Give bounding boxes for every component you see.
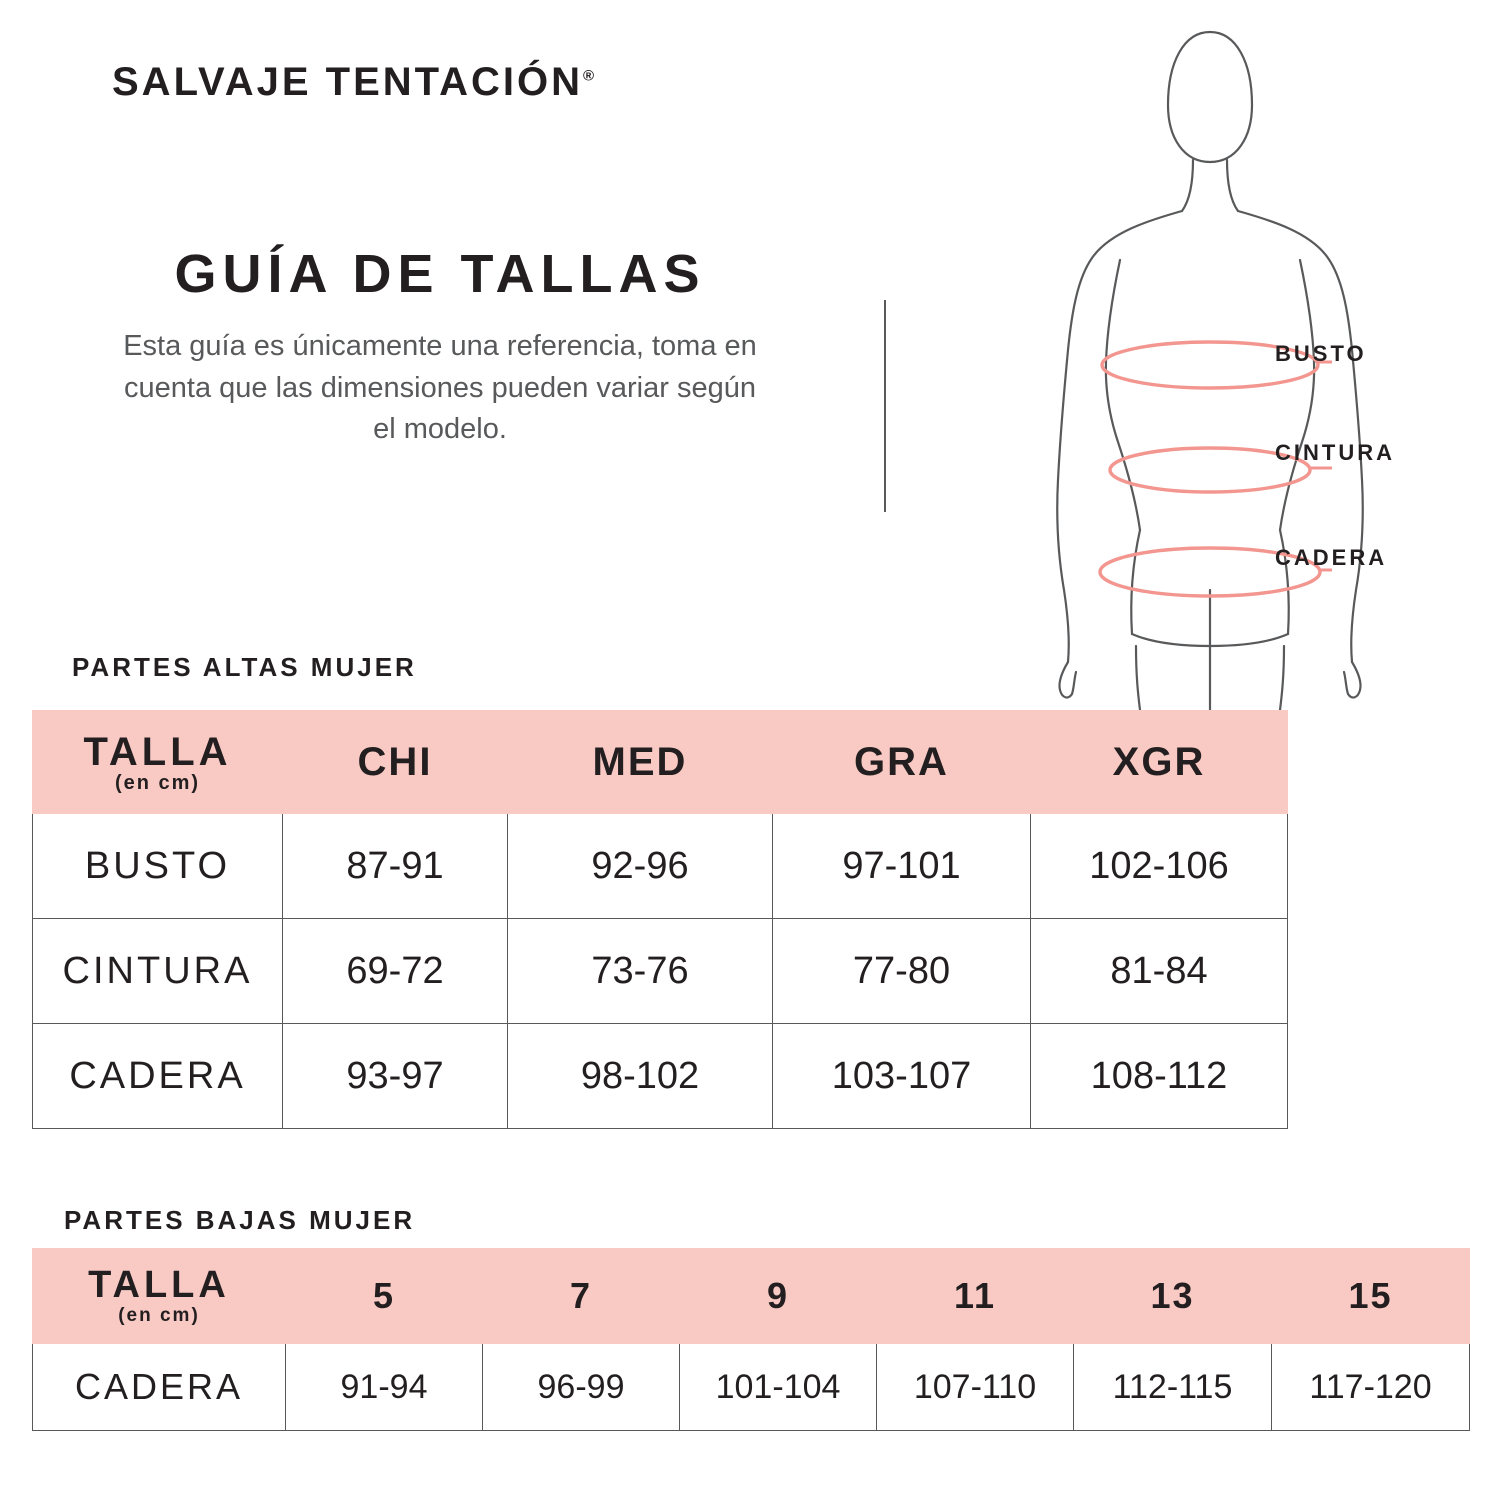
table-row [33, 1344, 1470, 1431]
header-cell-size: 7 [483, 1249, 680, 1344]
intro-block [60, 245, 820, 450]
header-cell-size: MED [508, 711, 773, 814]
table-row [33, 1024, 1288, 1129]
table-partes-altas-mujer [32, 710, 1288, 1129]
table-cell: 87-91 [283, 814, 508, 919]
header-cell-talla [33, 711, 283, 814]
header-talla-units: (en cm) [118, 1304, 200, 1326]
header-cell-size: 13 [1074, 1249, 1272, 1344]
figure-label-cintura: CINTURA [1275, 440, 1395, 465]
brand-name: SALVAJE TENTACIÓN [112, 60, 584, 104]
header-cell-size: 5 [286, 1249, 483, 1344]
figure-label-cadera: CADERA [1275, 545, 1388, 570]
figure-label-busto: BUSTO [1275, 341, 1367, 366]
table-cell: 103-107 [773, 1024, 1031, 1129]
table-partes-bajas-mujer [32, 1248, 1470, 1431]
section-caption-partes-altas: PARTES ALTAS MUJER [72, 652, 417, 682]
header-cell-size: 15 [1272, 1249, 1470, 1344]
header-cell-talla [33, 1249, 286, 1344]
table-row [33, 919, 1288, 1024]
table-cell: 97-101 [773, 814, 1031, 919]
table-cell: 108-112 [1031, 1024, 1288, 1129]
header-cell-size: CHI [283, 711, 508, 814]
brand-wordmark [112, 60, 594, 105]
table-cell: 93-97 [283, 1024, 508, 1129]
row-label: CADERA [33, 1344, 286, 1431]
table-cell: 107-110 [877, 1344, 1074, 1431]
table-cell: 98-102 [508, 1024, 773, 1129]
row-label: BUSTO [33, 814, 283, 919]
header-cell-size: 11 [877, 1249, 1074, 1344]
header-cell-size: 9 [680, 1249, 877, 1344]
table-cell: 117-120 [1272, 1344, 1470, 1431]
section-caption-partes-bajas: PARTES BAJAS MUJER [64, 1205, 416, 1235]
table-cell: 112-115 [1074, 1344, 1272, 1431]
female-body-outline-icon [960, 10, 1460, 710]
header-talla-label: TALLA [88, 1264, 230, 1307]
vertical-divider [884, 300, 886, 512]
header-cell-size: GRA [773, 711, 1031, 814]
header-talla-units: (en cm) [114, 771, 201, 794]
row-label: CINTURA [33, 919, 283, 1024]
table-cell: 77-80 [773, 919, 1031, 1024]
page-title: GUÍA DE TALLAS [174, 244, 706, 304]
header-talla-label: TALLA [83, 729, 232, 774]
body-figure [960, 10, 1460, 710]
table-header-row [33, 711, 1288, 814]
table-header-row [33, 1249, 1470, 1344]
intro-description: Esta guía es únicamente una referencia, toma en cuenta que las dimensiones pueden variar según el modelo. [123, 330, 757, 445]
table-cell: 92-96 [508, 814, 773, 919]
table-cell: 101-104 [680, 1344, 877, 1431]
table-row [33, 814, 1288, 919]
table-cell: 96-99 [483, 1344, 680, 1431]
table-cell: 91-94 [286, 1344, 483, 1431]
registered-mark: ® [583, 67, 595, 85]
table-cell: 81-84 [1031, 919, 1288, 1024]
table-cell: 73-76 [508, 919, 773, 1024]
header-cell-size: XGR [1031, 711, 1288, 814]
table-cell: 69-72 [283, 919, 508, 1024]
table-cell: 102-106 [1031, 814, 1288, 919]
row-label: CADERA [33, 1024, 283, 1129]
